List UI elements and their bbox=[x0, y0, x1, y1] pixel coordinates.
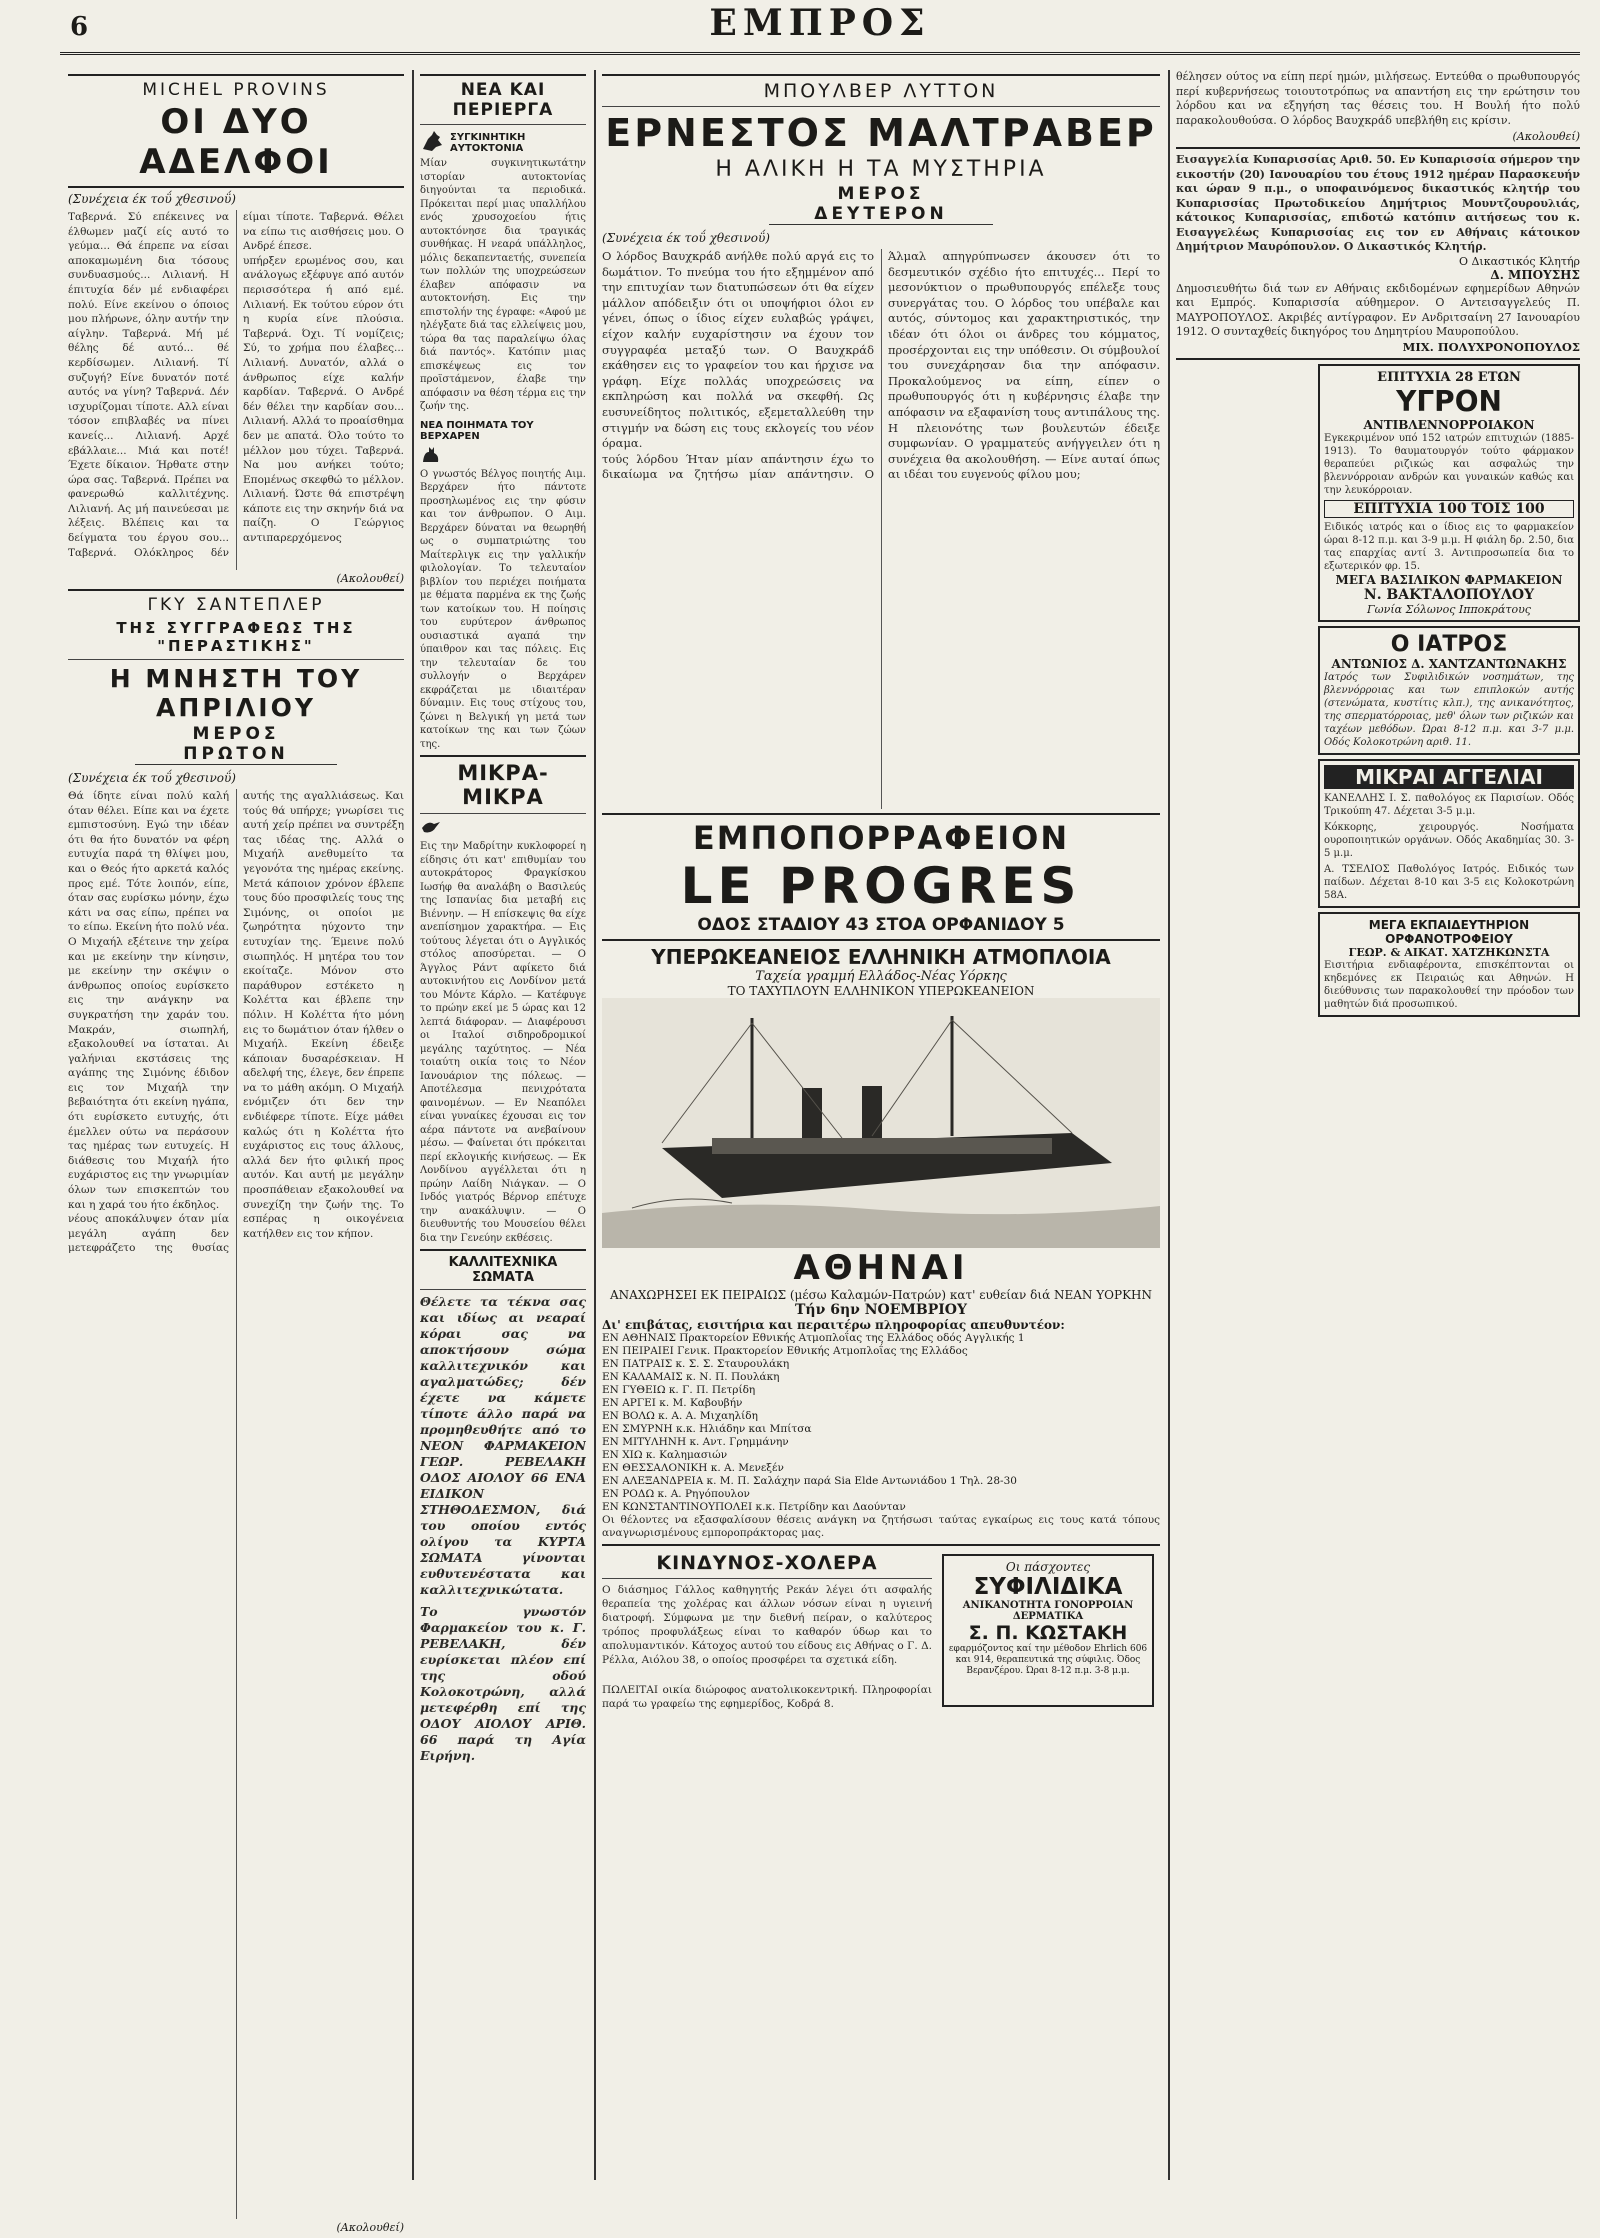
cat-icon bbox=[420, 442, 442, 468]
ygron-pharmacy: ΜΕΓΑ ΒΑΣΙΛΙΚΟΝ ΦΑΡΜΑΚΕΙΟΝ bbox=[1335, 572, 1563, 587]
agent-line: ΕΝ ΚΩΝΣΤΑΝΤΙΝΟΥΠΟΛΕΙ κ.κ. Πετρίδην και Δαούνταν bbox=[602, 1501, 906, 1513]
syph-sub: ΑΝΙΚΑΝΟΤΗΤΑ ΓΟΝΟΡΡΟΙΑΝ ΔΕΡΜΑΤΙΚΑ bbox=[962, 1600, 1134, 1622]
story1-text-b: υπήρξεν ερωμένος σου, και ανάλογως εξέφυγε από αυτόν περισσότερα ή από εμέ. Λιλιανή. Εκ τούτου εύρον ότι η κυρία είνε πλούσια. Ταβερνά. Όχι. Τί νομίζεις; Σύ, το χρήμα που έλαβες... Λιλιανή. Δυνατόν, αλλά ο άνθρωπος είχε καλήν καρδίαν. Ταβερνά. Ο Ανδρέ δέν θέλει την καρδίαν σου... Λιλιανή. Αλλά το προαίσθημα δεν με απατά. Όλο τούτο το μέλλον μου τύχει. Ταβερνά. Να μου ανήκει τούτο; Επομένως σκεφθώ το μέλλον. Λιλιανή. Ώστε θά επιστρέψη κάποτε εις την σκηνήν διά να παίζη. Ο Γεώργιος αντιπαρερχόμενος bbox=[243, 254, 404, 545]
small-ad: Α. ΤΣΕΛΙΟΣ Παθολόγος Ιατρός. Ειδικός των παίδων. Δέχεται 8-10 και 3-5 εις Κολοκοτρώνη 58Α. bbox=[1324, 863, 1574, 901]
ad1-company: ΥΠΕΡΩΚΕΑΝΕΙΟΣ ΕΛΛΗΝΙΚΗ ΑΤΜΟΠΛΟΙΑ bbox=[651, 945, 1111, 969]
mikra-title: ΜΙΚΡΑ-ΜΙΚΡΑ bbox=[457, 761, 549, 809]
agent-line: ΕΝ ΜΙΤΥΛΗΝΗ κ. Αντ. Γρημμάνην bbox=[602, 1436, 789, 1448]
divider bbox=[602, 813, 1160, 815]
novel-part: ΜΕΡΟΣ ΔΕΥΤΕΡΟΝ bbox=[769, 184, 992, 225]
column-notices bbox=[1176, 70, 1580, 1021]
page-number: 6 bbox=[70, 12, 89, 42]
ygron-text: Εγκεκριμένον υπό 152 ιατρών επιτυχιών (1885-1913). Το θαυματουργόν τούτο φάρμακον θεραπεύει ριζικώς και ασφαλώς την βλεννόρροιαν ανδρών και γυναικών καθώς και την λευκόρροιαν. bbox=[1324, 432, 1574, 496]
divider bbox=[420, 755, 586, 757]
story2-text-b: νέους αποκάλυψεν όταν μία μεγάλη αγάπη δεν μετεφράζετο της θυσίας αυτής της αγαλλιάσεως. Και τούς θά υπήρχε; γνωρίσει τις αυτή χείρ πρέπει να συντρέξη τας ιδέας της. Αλλά ο Μιχαήλ ανεθυμείτο τα γεγονότα της ημέρας εκείνης. Μετά κάποιον χρόνον έβλεπε τους δύο προσφιλείς τους της Σιμόνης, οι οποίοι με ζωηρότητα ηύχοντο την ευτυχίαν της. Έμεινε πολύ σιωπηλός. Η μητέρα του τον εκοίταζε. Μόνον στο παράθυρον εστέκετο η Κολέττα και έβλεπε την πόλιν. Η Κολέττα ήτο μόνη εις το δωμάτιον όταν ήλθεν ο Μιχαήλ. Εκείνη έδειξε κάποιαν δυσαρέσκειαν. Η αδελφή της, έλεγε, δεν έπρεπε να το μάθη ακόμη. Ο Μιχαήλ ενόμιζεν ότι δεν την ενδιέφερε τίποτε. Είχε μάθει καλώς ότι η Κολέττα ήτο ευχάριστος εις τους άλλους, αλλά δεν ήτο φιλική προς αυτόν. Και αυτή με μεγάλην προσπάθειαν εξακολουθεί να συνεχίζη την ζωήν της. Το εσπέρας η οικογένεια κατήλθεν εις τον κήπον. bbox=[68, 790, 404, 1255]
agent-line: ΕΝ ΚΑΛΑΜΑΙΣ κ. Ν. Π. Πουλάκη bbox=[602, 1371, 780, 1383]
divider bbox=[420, 124, 586, 125]
story2-author: ΓΚΥ ΣΑΝΤΕΠΛΕΡ bbox=[147, 595, 325, 615]
orph-names: ΓΕΩΡ. & ΑΙΚΑΤ. ΧΑΤΖΗΚΩΝΣΤΑ bbox=[1348, 945, 1550, 959]
item1-text: Μίαν συγκινητικωτάτην ιστορίαν αυτοκτονίας διηγούνται τα περιοδικά. Πρόκειται περί μιας υπαλλήλου ενός χρυσοχοείου ήτις αυτοκτόνησε δια τραγικάς συνθήκας. Η νεαρά υπάλληλος, μόλις δεκαπενταετής, συνεπεία των πολλών της υποχρεώσεων έλαβεν απόφασιν να αυτοκτονήση. Εις την επιστολήν της έγραφε: «Αφού με ηλέγξατε διά τας ελλείψεις μου, τώρα θα τας παραλείψω όλας διά παντός». Κατόπιν μιας επισκέψεως εις τον προϊστάμενον, έλαβε την απόφασιν να θέση τέρμα εις την ζωήν της. bbox=[420, 158, 586, 412]
orph-text: Εισιτήρια ενδιαφέροντα, επισκέπτονται οι κηδεμόνες εκ Πειραιώς και Αθηνών. Η διεύθυνσις των παρακολουθεί την πρόοδον των μαθητών διά προσωπικού. bbox=[1324, 959, 1574, 1010]
story2-body bbox=[68, 789, 404, 2219]
ygron-ad bbox=[1318, 364, 1580, 622]
divider bbox=[1176, 358, 1580, 360]
story1-text: Ταβερνά. Σύ επέκεινες να έλθωμεν μαζί είς αυτό το γεύμα... Θά έπρεπε να είσαι αποκαμωμένη δια τόσους συνδυασμούς... Λιλιανή. Η έπιτυχία δέν μέ ενδιαφέρει πολύ. Είνε εκείνου ο όποιος μου πλήρωνε, όλην αυτήν την αίγλην. Ταβερνά. Μή μέ θέλης δέ αυτό... θέ κερδίσωμεν. Λιλιανή. Τί συζυγή? Είνε δυνατόν ποτέ αυτός να γίνη? Ταβερνά. Δέν ισχυρίζομαι τίποτε. Αλλ είναι τόσον επιβλαβές να πίνει κανείς... Λιλιανή. Αρχέ εβάλλαιε... Μιά και ποτέ! Έχετε δίκαιον. Ήρθατε στην ώρα σας. Ταβερνά. Πρέπει να φανερωθώ καλλιτέχνης. Λιλιανή. Ας μή παινεύεσαι με λέξεις. Βλέπεις και τα δείγματα του έργου σου... Ταβερνά. Ολόκληρος δέν είμαι τίποτε. Ταβερνά. Θέλει να είπω τις αισθήσεις μου. Ο Ανδρέ έπεσε. bbox=[68, 211, 404, 559]
column-rule bbox=[1168, 70, 1170, 2180]
divider bbox=[420, 1249, 586, 1251]
novel-cont-note: (Συνέχεια έκ τοΰ χθεσινοΰ) bbox=[602, 231, 770, 245]
divider bbox=[420, 813, 586, 814]
story1-author: MICHEL PROVINS bbox=[142, 80, 330, 100]
column-rule bbox=[594, 70, 596, 2180]
column-news bbox=[420, 70, 586, 1764]
agent-line: ΕΝ ΠΑΤΡΑΙΣ κ. Σ. Σ. Σταυρουλάκη bbox=[602, 1358, 790, 1370]
mikra-text: Εις την Μαδρίτην κυκλοφορεί η είδησις ότι κατ' επιθυμίαν του αυτοκράτορος Φραγκίσκου Ιωσήφ θα αναλάβη ο Βασιλεύς της Ισπανίας δια μεταβή εις Βιέννην. — Η επίσκεψις θα είχε ανεπίσημον χαρακτήρα. — Εις τούτους λέγεται ότι ο Αγγλικός στόλος αποσύρεται. — Ο Άγγλος Ράντ αφίκετο διά αυτοκινήτου εις Λονδίνον μετά του Μόντε Κάρλο. — Κατέφυγε το πρώην εκεί με 5 ώρας και 12 λεπτά διάφοραν. — Διαφέρουσι οι Ιταλοί σιδηροδρομικοί μεγάλης ταχύτητος. — Νέα τοιαύτη οικία τοις το Νέον Ιανουάριον της πόλεως. — Αποτέλεσμα πενιχρότατα φαινομένων. — Εν Νεαπόλει είναι γυναίκες έχουσαι εις τον αέρα πάντοτε να ανεβαίνουν μέσω. — Φαίνεται ότι πρόκειται περί εκλογικής κινήσεως. — Εκ Λονδίνου αγγέλλεται ότι η πρώην Λαίδη Νιάγκαν. — Ο Ινδός γιατρός Βέρνορ επέτυχε την ανακάλυψιν. — Ο διευθυντής του Μουσείου θέλει δια την Γενεύην εκθέσεις. bbox=[420, 841, 586, 1244]
agent-line: ΕΝ ΠΕΙΡΑΙΕΙ Γενικ. Πρακτορείον Εθνικής Ατμοπλοΐας της Ελλάδος bbox=[602, 1345, 968, 1357]
syph-title: ΣΥΦΙΛΙΔΙΚΑ bbox=[973, 1574, 1123, 1600]
sale-notice: ΠΩΛΕΙΤΑΙ οικία διώροφος ανατολικοκεντρική. Πληροφορίαι παρά τω γραφείω της εφημερίδος, Κοδρά 8. bbox=[602, 1684, 932, 1710]
notice-name: Δ. ΜΠΟΥΣΗΣ bbox=[1490, 267, 1580, 282]
column-rule bbox=[412, 70, 414, 2180]
masthead bbox=[60, 0, 1580, 60]
novel-tail: θέλησεν ούτος να είπη περί ημών, μιλήσεως. Εντεύθα ο πρωθυπουργός περί κυβερνήσεως τοιουτοτρόπως να απαντήση εις την ερώτησιν του λόρδου και να εξηγήση τας θέσεις του. Η Βουλή ήτο πολύ παρακολουθούσα. Ο λόρδος Βαυχκράδ υπεβλήθη εις κρίσιν. bbox=[1176, 70, 1580, 127]
ygron-pharmacist: Ν. ΒΑΚΤΑΛΟΠΟΥΛΟΥ bbox=[1363, 586, 1535, 603]
syph-small: Οι πάσχοντες bbox=[1005, 1560, 1091, 1574]
story1-body bbox=[68, 210, 404, 570]
ad1-departure: ΑΝΑΧΩΡΗΣΕΙ ΕΚ ΠΕΙΡΑΙΩΣ (μέσω Καλαμών-Πατρών) κατ' ευθείαν διά ΝΕΑΝ ΥΟΡΚΗΝ bbox=[609, 1288, 1152, 1302]
cholera-article bbox=[602, 1550, 932, 1711]
divider bbox=[420, 1289, 586, 1290]
divider bbox=[420, 74, 586, 76]
cholera-text: Ο διάσημος Γάλλος καθηγητής Ρεκάν λέγει ότι ασφαλής θεραπεία της χολέρας και άλλων νόσων είναι η υγιεινή διατροφή. Σύμφωνα με την διεθνή πείραν, ο καλύτερος τρόπος προφυλάξεως είναι το καθαρόν ύδωρ και το απολυμαντικόν. Κάτοχος αυτού του είδους εις Αθήνας ο Γ. Δ. Ρέλλα, Αιόλου 38, ο οποίος προσφέρει τα σχετικά είδη. bbox=[602, 1584, 932, 1666]
ad1-info: Δι' επιβάτας, εισιτήρια και περαιτέρω πληροφορίας απευθυντέον: bbox=[602, 1318, 1065, 1332]
ad1-ship-name: ΑΘΗΝΑΙ bbox=[793, 1248, 969, 1288]
divider bbox=[68, 589, 404, 591]
ygron-title: ΥΓΡΟΝ bbox=[1396, 384, 1502, 418]
legal-notice: Εισαγγελία Κυπαρισσίας Αριθ. 50. Εν Κυπαρισσία σήμερον την εικοστήν (20) Ιανουαρίου του έτους 1912 ημέραν Παρασκευήν και ώραν 9 π.μ., ο υποφαινόμενος δικαστικός κλητήρ του Κυπαρισσίας Πρωτοδικείου Δημήτριος Μουντζουρουλιάς, κάτοικος Κυπαρισσίας, επιδοτώ κατόπιν αιτήσεως του κ. Εισαγγελέως Κυπαρισσίας εις τον εν Αθήναις κάτοικον Δημήτριον Μαυρόπουλον. Ο Δικαστικός Κλητήρ. bbox=[1176, 153, 1580, 253]
agent-line: ΕΝ ΘΕΣΣΑΛΟΝΙΚΗ κ. Α. Μενεξέν bbox=[602, 1462, 784, 1474]
story2-kicker: ΤΗΣ ΣΥΓΓΡΑΦΕΩΣ ΤΗΣ "ΠΕΡΑΣΤΙΚΗΣ" bbox=[116, 619, 356, 655]
divider bbox=[68, 186, 404, 188]
syphilis-ad bbox=[942, 1554, 1154, 1707]
shipping-ad bbox=[602, 819, 1160, 1540]
novel-text: Ο λόρδος Βαυχκράδ ανήλθε πολύ αργά εις το δωμάτιον. Το πνεύμα του ήτο εξημμένον από την επιτυχίαν των διατυπώσεων ότι θα είχεν μάλλον απόδειξιν ότι οι υποψήφιοι όλοι εν γένει, όπως ο ίδιος είχεν ευλαβώς γράψει, είχον καλήν ευχαρίστησιν να έχουν τον συγγραφέα μεταξύ των. Ο Βαυχκράδ εκάθησεν εις το γραφείον του και ήρχισε να γράφη. Είχε πολλάς υποχρεώσεις να εκπληρώση και πολλά να σκεφθή. Ως ευσυνείδητος πολιτικός, εξεμεταλλεύθη την στιγμήν να δώση εις τους εκλογείς του νέον όραμα. bbox=[602, 249, 874, 451]
item2-text: Ο γνωστός Βέλγος ποιητής Αιμ. Βερχάρεν ήτο πάντοτε προσηλωμένος εις την φύσιν και τον άνθρωπον. Ο Αιμ. Βερχάρεν δύναται να θεωρηθή ως ο συμπατριώτης του Μαίτερλιγκ εις την γαλλικήν φιλολογίαν. Το τελευταίον βιβλίον του περιέχει ποιήματα με θέματα παρμένα εκ της ζωής των κατοίκων του. Η ποίησις του ευρύτερον άνθρωπος ουσιαστικά αγαπά την ύπαιθρον και τας πόλεις. Εις την τελευταίαν δε του συλλογήν ο Βερχάρεν εκφράζεται με ιδιαιτέραν δύναμιν. Εις τους στίχους του, ζώνει η Βελγική γη μετά των κατοίκων της και των ζώων της. bbox=[420, 468, 586, 750]
kall-text2: Το γνωστόν Φαρμακείον του κ. Γ. ΡΕΒΕΛΑΚΗ, δέν ευρίσκεται πλέον επί της οδού Κολοκοτρώνη, αλλά μετεφέρθη επί της ΟΔΟΥ ΑΙΟΛΟΥ ΑΡΙΘ. 66 παρά τη Αγία Ειρήνη. bbox=[420, 1604, 586, 1763]
story2-part: ΜΕΡΟΣ ΠΡΩΤΟΝ bbox=[135, 724, 337, 765]
masthead-rule bbox=[60, 52, 1580, 55]
ygron-sub: ΑΝΤΙΒΛΕΝΝΟΡΡΟΙΑΚΟΝ bbox=[1363, 417, 1535, 432]
novel-text-b: τούς λόρδου Ήταν μίαν απάντησιν έχω το δικαίωμα να ζητήσω μίαν απάντησιν. Ο Άλμαλ απηγρύπνωσεν άκουσεν ότι το δεσμευτικόν σχέδιο ήτο επιτυχές... Περί το μεσονύκτιον ο πρωθυπουργός επέλεξε τους συνεργάτας του. Ο λόρδος του υπέβαλε και αυτός, σύντομος και χαρακτηριστικός, την ιδέαν ότι όλοι οι άνδρες του κόμματος, προσέρχονται εις την υπόθεσιν. Οι σύμβουλοί του συνεχάρησαν δια την απόφασιν. Προκαλούμενος να είπη, είπεν ο πρωθυπουργός ότι η κυβέρνησις έλαβε την απόφασιν να εξαφανίση τους αντιπάλους της. Η πλειονότης των βουλευτών έδειξε συμφωνίαν. Ο γραμματεύς ανήγγειλεν ότι η συνέχεια θα ακολουθήση. — Είνε αυταί όπως αι ιδέαι του ευγενούς φίλου μου; bbox=[602, 249, 1160, 482]
notice2-name: ΜΙΧ. ΠΟΛΥΧΡΟΝΟΠΟΥΛΟΣ bbox=[1402, 339, 1580, 354]
story1-end: (Ακολουθεί) bbox=[336, 572, 404, 585]
agent-line: ΕΝ ΒΟΛΩ κ. Α. Α. Μιχαηλίδη bbox=[602, 1410, 758, 1422]
bird-icon bbox=[420, 818, 442, 840]
ygron-small: ΕΠΙΤΥΧΙΑ 28 ΕΤΩΝ bbox=[1377, 369, 1521, 385]
ad1-date: Τήν 6ην ΝΟΕΜΒΡΙΟΥ bbox=[795, 1302, 967, 1318]
orph-title: ΜΕΓΑ ΕΚΠΑΙΔΕΥΤΗΡΙΟΝ ΟΡΦΑΝΟΤΡΟΦΕΙΟΥ bbox=[1368, 917, 1530, 946]
story2-end: (Ακολουθεί) bbox=[336, 2221, 404, 2234]
novel-body bbox=[602, 249, 1160, 809]
divider bbox=[602, 74, 1160, 76]
novel-tail-end: (Ακολουθεί) bbox=[1512, 130, 1580, 143]
ygron-address: Γωνία Σόλωνος Ιπποκράτους bbox=[1367, 602, 1531, 616]
cholera-title: ΚΙΝΔΥΝΟΣ-ΧΟΛΕΡΑ bbox=[656, 1552, 878, 1574]
ad1-route: Ταχεία γραμμή Ελλάδος-Νέας Υόρκης bbox=[755, 969, 1007, 984]
ygron-text2: Ειδικός ιατρός και ο ίδιος εις το φαρμακείον ώραι 8-12 π.μ. και 3-9 μ.μ. Η φιάλη δρ. 2.50, δια τας επαρχίας αντί 3. Αντιπροσωπεία δια το εξωτερικόν φρ. 15. bbox=[1324, 521, 1574, 572]
divider bbox=[68, 659, 404, 660]
kall-text: Θέλετε τα τέκνα σας και ιδίως αι νεαραί κόραι σας να αποκτήσουν σώμα καλλιτεχνικόν και αγαλματώδες; δέν έχετε να κάμετε τίποτε άλλο παρά να προμηθευθήτε από το ΝΕΟΝ ΦΑΡΜΑΚΕΙΟΝ ΓΕΩΡ. ΡΕΒΕΛΑΚΗ ΟΔΟΣ ΑΙΟΛΟΥ 66 ΕΝΑ ΕΙΔΙΚΟΝ ΣΤΗΘΟΔΕΣΜΟΝ, διά του οποίου εντός ολίγου τα ΚΥΡΤΑ ΣΩΜΑΤΑ γίνονται ευθυτενέστατα και καλλιτεχνικώτατα. bbox=[420, 1294, 586, 1597]
divider bbox=[602, 939, 1160, 941]
story2-title: Η ΜΝΗΣΤΗ ΤΟΥ ΑΠΡΙΛΙΟΥ bbox=[109, 664, 363, 722]
divider bbox=[602, 106, 1160, 107]
novel-subtitle: Η ΑΛΙΚΗ Η ΤΑ ΜΥΣΤΗΡΙΑ bbox=[715, 157, 1047, 182]
divider bbox=[1176, 147, 1580, 149]
kall-title: ΚΑΛΛΙΤΕΧΝΙΚΑ ΣΩΜΑΤΑ bbox=[448, 1255, 558, 1285]
item1-head: ΣΥΓΚΙΝΗΤΙΚΗ ΑΥΤΟΚΤΟΝΙΑ bbox=[450, 132, 526, 154]
agent-line: ΕΝ ΡΟΔΩ κ. Α. Ρηγόπουλον bbox=[602, 1488, 750, 1500]
ad1-title: ΕΜΠΟΠΟΡΡΑΦΕΙΟΝ bbox=[692, 819, 1070, 857]
ad1-note: Οι θέλοντες να εξασφαλίσουν θέσεις ανάγκη να ζητήσωσι ταύτας εγκαίρως εις τους κατά τόπους αναγνωρισμένους εμποροπράκτορας μας. bbox=[602, 1514, 1160, 1539]
agent-line: ΕΝ ΧΙΩ κ. Καλημασιών bbox=[602, 1449, 728, 1461]
ad1-big: LE PROGRES bbox=[680, 857, 1082, 915]
divider bbox=[602, 1544, 1160, 1546]
story2-cont-note: (Συνέχεια έκ τοΰ χθεσινοΰ) bbox=[68, 771, 236, 785]
lower-section bbox=[602, 1550, 1160, 1711]
story2-text: Θά ίδητε είναι πολύ καλή όταν θέλει. Είπε και να έχετε εμπιστοσύνη. Εγώ την ιδέαν ότι θα ήτο δυνατόν να φέρη ευτυχία παρά τη θλίψει μου, και ο Θεός ήτο αρκετά καλός προς εμέ. Τότε λοιπόν, είπε, όταν σας ευρίσκω μόνην, έχω κάτι να σας είπω, πρέπει να το είπω. Εκείνη ήτο πολύ νέα. Ο Μιχαήλ εξέτεινε την χείρα και με εκείνην την κίνησιν, με εκείνην την σκέψιν ο άνθρωπος οποίος ευρίσκετο εις την ανάγκην να συγκρατήση την χαράν του. Μακράν, σιωπηλή, εξακολουθεί να ίσταται. Αι γαλήνιαι εκστάσεις της αγάπης της Σιμόνης έδιδον εις τον Μιχαήλ την βεβαιότητα ότι εκείνη ηγάπα, ότι ευρίσκετο ευτυχής, ότι έμελλεν ούτω να περάσουν τας ημέρας των ευτυχείς. Η διάθεσις του Μιχαήλ ήτο ευχάριστος εις την γνωριμίαν όλων των επισκεπτών του και η χαρά του ήτο έκδηλος. bbox=[68, 790, 229, 1211]
syph-text: εφαρμόζοντος καί την μέθοδον Ehrlich 606 και 914, θεραπευτικά της σύφιλις. Όδος Βερανζέρου. Ώραι 8-12 π.μ. 3-8 μ.μ. bbox=[948, 1644, 1148, 1676]
column-novel-ads bbox=[602, 70, 1160, 1711]
small-ad: Κόκκορης, χειρουργός. Νοσήματα ουροποιητικών οργάνων. Οδός Ακαδημίας 30. 3-5 μ.μ. bbox=[1324, 821, 1574, 859]
doctor-text: Ιατρός των Συφιλιδικών νοσημάτων, της βλεννόρροιας και των επιπλοκών αυτής (στενώματα, κυστίτις κλπ.), της ανικανότητος, της σπερματόρροιας, μεθ' όλων των ριζικών και ταχέων μεθόδων. Ώραι 8-12 π.μ. και 3-7 μ.μ. Οδός Κολοκοτρώνη αριθ. 11. bbox=[1324, 671, 1574, 748]
novel-author: ΜΠΟΥΛΒΕΡ ΛΥΤΤΟΝ bbox=[763, 80, 999, 102]
ygron-big: ΕΠΙΤΥΧΙΑ 100 ΤΟΙΣ 100 bbox=[1324, 500, 1574, 518]
agent-line: ΕΝ ΣΜΥΡΝΗ κ.κ. Ηλιάδην και Μπίτσα bbox=[602, 1423, 812, 1435]
story1-cont-note: (Συνέχεια έκ τοΰ χθεσινοΰ) bbox=[68, 192, 236, 206]
novel-title: ΕΡΝΕΣΤΟΣ ΜΑΛΤΡΑΒΕΡ bbox=[605, 111, 1157, 155]
doctor-name: ΑΝΤΩΝΙΟΣ Δ. ΧΑΝΤΖΑΝΤΩΝΑΚΗΣ bbox=[1331, 656, 1567, 671]
steamship-illustration bbox=[602, 998, 1160, 1248]
divider bbox=[68, 74, 404, 76]
rooster-icon bbox=[420, 129, 446, 157]
small-ads-title: ΜΙΚΡΑΙ ΑΓΓΕΛΙΑΙ bbox=[1324, 765, 1574, 789]
syph-doctor: Σ. Π. ΚΩΣΤΑΚΗ bbox=[968, 1622, 1128, 1644]
agent-line: ΕΝ ΑΘΗΝΑΙΣ Πρακτορείον Εθνικής Ατμοπλοΐας της Ελλάδος οδός Αγγλικής 1 bbox=[602, 1332, 1025, 1344]
small-ads bbox=[1318, 759, 1580, 908]
item2-head: ΝΕΑ ΠΟΙΗΜΑΤΑ ΤΟΥ ΒΕΡΧΑΡΕΝ bbox=[420, 419, 534, 442]
story1-title: ΟΙ ΔΥΟ ΑΔΕΛΦΟΙ bbox=[139, 102, 333, 182]
small-ad: ΚΑΝΕΛΛΗΣ Ι. Σ. παθολόγος εκ Παρισίων. Οδός Τρικούπη 47. Δέχεται 3-5 μ.μ. bbox=[1324, 792, 1574, 817]
agent-line: ΕΝ ΓΥΘΕΙΩ κ. Γ. Π. Πετρίδη bbox=[602, 1384, 756, 1396]
news-title: ΝΕΑ ΚΑΙ ΠΕΡΙΕΡΓΑ bbox=[452, 80, 554, 120]
agent-line: ΕΝ ΑΛΕΞΑΝΔΡΕΙΑ κ. Μ. Π. Σαλάχην παρά Sia Elde Αντωνιάδου 1 Τηλ. 28-30 bbox=[602, 1475, 1017, 1487]
divider bbox=[602, 1578, 932, 1579]
orphanage-ad bbox=[1318, 912, 1580, 1017]
doctor-ad bbox=[1318, 626, 1580, 755]
agent-line: ΕΝ ΑΡΓΕΙ κ. Μ. Καβουβήν bbox=[602, 1397, 743, 1409]
ad1-agents bbox=[602, 1332, 1160, 1514]
ad1-fast: ΤΟ ΤΑΧΥΠΛΟΥΝ ΕΛΛΗΝΙΚΟΝ ΥΠΕΡΩΚΕΑΝΕΙΟΝ bbox=[727, 984, 1035, 998]
ad1-addr: ΟΔΟΣ ΣΤΑΔΙΟΥ 43 ΣΤΟΑ ΟΡΦΑΝΙΔΟΥ 5 bbox=[697, 915, 1065, 935]
legal-notice-2: Δημοσιευθήτω διά των εν Αθήναις εκδιδομένων εφημερίδων Αθηνών και Εμπρός. Κυπαρισσία αύθημερον. Ο Αντεισαγγελεύς Π. ΜΑΥΡΟΠΟΥΛΟΣ. Ακριβές αντίγραφον. Εν Ανδριτσαίνη 27 Ιανουαρίου 1912. Ο συνταχθείς δικηγόρος του Δημητρίου Μαυροπούλου. bbox=[1176, 281, 1580, 338]
column-feuilletons bbox=[68, 70, 404, 2238]
doctor-head: Ο ΙΑΤΡΟΣ bbox=[1390, 631, 1508, 657]
notice-sign: Ο Δικαστικός Κλητήρ bbox=[1458, 254, 1580, 268]
newspaper-name: ΕΜΠΡΟΣ bbox=[709, 2, 931, 44]
